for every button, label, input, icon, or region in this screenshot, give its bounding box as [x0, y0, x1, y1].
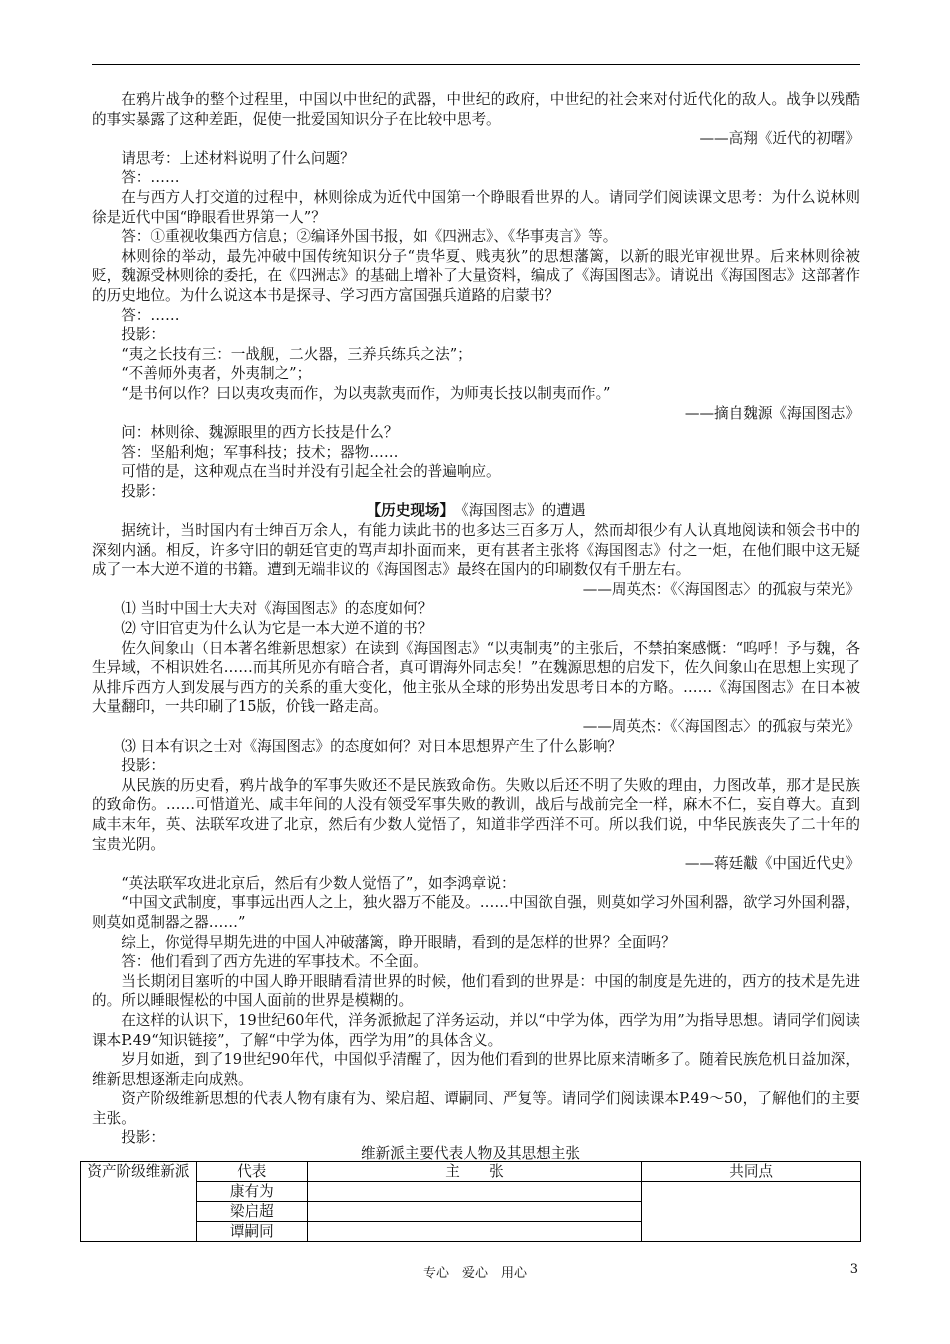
paragraph: 投影： [121, 1129, 165, 1147]
paragraph: 投影： [121, 757, 165, 775]
paragraph: 答：…… [121, 306, 180, 324]
heading-text: 《海国图志》的遭遇 [446, 502, 586, 520]
reformers-table [80, 1161, 861, 1242]
table-row-name: 康有为 [196, 1182, 307, 1202]
paragraph: 请思考：上述材料说明了什么问题？ [121, 149, 355, 167]
table-cell-common-empty [642, 1182, 861, 1242]
table-row-name: 谭嗣同 [196, 1222, 307, 1242]
paragraph: 投影： [121, 326, 165, 344]
paragraph: “英法联军攻进北京后，然后有少数人觉悟了”，如李鸿章说： [121, 874, 516, 892]
document-body [92, 90, 860, 1148]
paragraph: 在鸦片战争的整个过程里，中国以中世纪的武器，中世纪的政府，中世纪的社会来对付近代化的敌人。战争以残酷的事实暴露了这种差距，促使一批爱国知识分子在比较中思考。 [92, 91, 860, 128]
paragraph: “不善师外夷者，外夷制之”； [121, 365, 312, 383]
section-heading [92, 501, 860, 521]
paragraph: 综上，你觉得早期先进的中国人冲破藩篱，睁开眼睛，看到的是怎样的世界？全面吗？ [121, 933, 676, 951]
paragraph: 可惜的是，这种观点在当时并没有引起全社会的普遍响应。 [121, 463, 501, 481]
source-citation: ——周英杰：《〈海国图志〉的孤寂与荣光》 [582, 718, 860, 735]
header-proposition: 主 张 [307, 1162, 642, 1182]
paragraph: 答：①重视收集西方信息；②编译外国书报，如《四洲志》、《华事夷言》等。 [121, 228, 618, 246]
paragraph: 岁月如逝，到了19世纪90年代，中国似乎清醒了，因为他们看到的世界比原来清晰多了。随着民族危机日益加深，维新思想逐渐走向成熟。 [92, 1051, 860, 1088]
paragraph: 据统计，当时国内有士绅百万余人，有能力读此书的也多达三百多万人，然而却很少有人认真地阅读和领会书中的深刻内涵。相反，许多守旧的朝廷官吏的骂声却扑面而来，更有甚者主张将《海国图志》付之一炬，在他们眼中这无疑成了一本大逆不道的书籍。遭到无端非议的《海国图志》最终在国内的印刷数仅有千册左右。 [92, 522, 860, 579]
paragraph: ⑴ 当时中国士大夫对《海国图志》的态度如何？ [121, 600, 433, 618]
table-cell-empty [307, 1202, 642, 1222]
paragraph: 林则徐的举动，最先冲破中国传统知识分子“贵华夏、贱夷狄”的思想藩篱，以新的眼光审视世界。后来林则徐被贬，魏源受林则徐的委托，在《四洲志》的基础上增补了大量资料，编成了《海国图志》。请说出《海国图志》这部著作的历史地位。为什么说这本书是探寻、学习西方富国强兵道路的启蒙书？ [92, 247, 860, 304]
header-rule [92, 64, 860, 65]
paragraph: 资产阶级维新思想的代表人物有康有为、梁启超、谭嗣同、严复等。请同学们阅读课本P.49～50，了解他们的主要主张。 [92, 1090, 860, 1127]
paragraph: 在与西方人打交道的过程中，林则徐成为近代中国第一个睁眼看世界的人。请同学们阅读课文思考：为什么说林则徐是近代中国“睁眼看世界第一人”？ [92, 188, 860, 226]
paragraph: 佐久间象山（日本著名维新思想家）在读到《海国图志》“以夷制夷”的主张后，不禁拍案感慨：“呜呼！予与魏，各生异域，不相识姓名……而其所见亦有暗合者，真可谓海外同志矣！”在魏源思想的启发下，佐久间象山在思想上实现了从排斥西方人到发展与西方的关系的重大变化，他主张从全球的形势出发思考日本的方略。……《海国图志》在日本被大量翻印，一共印刷了15版，价钱一路走高。 [92, 639, 860, 716]
paragraph: “夷之长技有三：一战舰，二火器，三养兵练兵之法”； [121, 345, 472, 363]
table-row-name: 梁启超 [196, 1202, 307, 1222]
source-citation: ——蒋廷黻《中国近代史》 [684, 855, 860, 873]
group-label-cell: 资产阶级维新派 [81, 1162, 197, 1242]
page-number: 3 [849, 1262, 858, 1277]
source-citation: ——周英杰：《〈海国图志〉的孤寂与荣光》 [582, 580, 860, 598]
paragraph: 从民族的历史看，鸦片战争的军事失败还不是民族致命伤。失败以后还不明了失败的理由，力图改革，那才是民族的致命伤。……可惜道光、咸丰年间的人没有领受军事失败的教训，战后与战前完全一样，麻木不仁，妄自尊大。直到咸丰末年，英、法联军攻进了北京，然后有少数人觉悟了，知道非学西洋不可。所以我们说，中华民族丧失了二十年的宝贵光阴。 [92, 776, 860, 853]
table-cell-empty [307, 1182, 642, 1202]
paragraph: 答：坚船利炮；军事科技；技术；器物…… [121, 443, 399, 461]
paragraph: ⑵ 守旧官吏为什么认为它是一本大逆不道的书？ [121, 620, 433, 638]
source-citation: ——高翔《近代的初曙》 [699, 130, 860, 148]
source-citation: ——摘自魏源《海国图志》 [684, 404, 860, 422]
page-footer: 专心 爱心 用心 [422, 1266, 527, 1281]
paragraph: 问：林则徐、魏源眼里的西方长技是什么？ [121, 424, 399, 442]
table-cell-empty [307, 1222, 642, 1242]
paragraph: 当长期闭目塞听的中国人睁开眼睛看清世界的时候，他们看到的世界是：中国的制度是先进的，西方的技术是先进的。所以睡眼惺松的中国人面前的世界是模糊的。 [92, 972, 860, 1010]
paragraph: 答：他们看到了西方先进的军事技术。不全面。 [121, 953, 428, 971]
paragraph: “是书何以作？曰以夷攻夷而作，为以夷款夷而作，为师夷长技以制夷而作。” [121, 384, 611, 402]
paragraph: 在这样的认识下，19世纪60年代，洋务派掀起了洋务运动，并以“中学为体，西学为用”为指导思想。请同学们阅读课本P.49“知识链接”，了解“中学为体，西学为用”的具体含义。 [92, 1011, 860, 1049]
paragraph: ⑶ 日本有识之士对《海国图志》的态度如何？对日本思想界产生了什么影响？ [121, 737, 623, 755]
paragraph: 答：…… [121, 169, 180, 187]
header-representative: 代表 [196, 1162, 307, 1182]
paragraph: “中国文武制度，事事远出西人之上，独火器万不能及。……中国欲自强，则莫如学习外国利器，欲学习外国利器，则莫如觅制器之器……” [92, 894, 860, 931]
paragraph: 投影： [121, 482, 165, 500]
table-caption: 维新派主要代表人物及其思想主张 [361, 1145, 580, 1162]
heading-tag: 【历史现场】 [366, 502, 447, 520]
header-common: 共同点 [642, 1162, 861, 1182]
